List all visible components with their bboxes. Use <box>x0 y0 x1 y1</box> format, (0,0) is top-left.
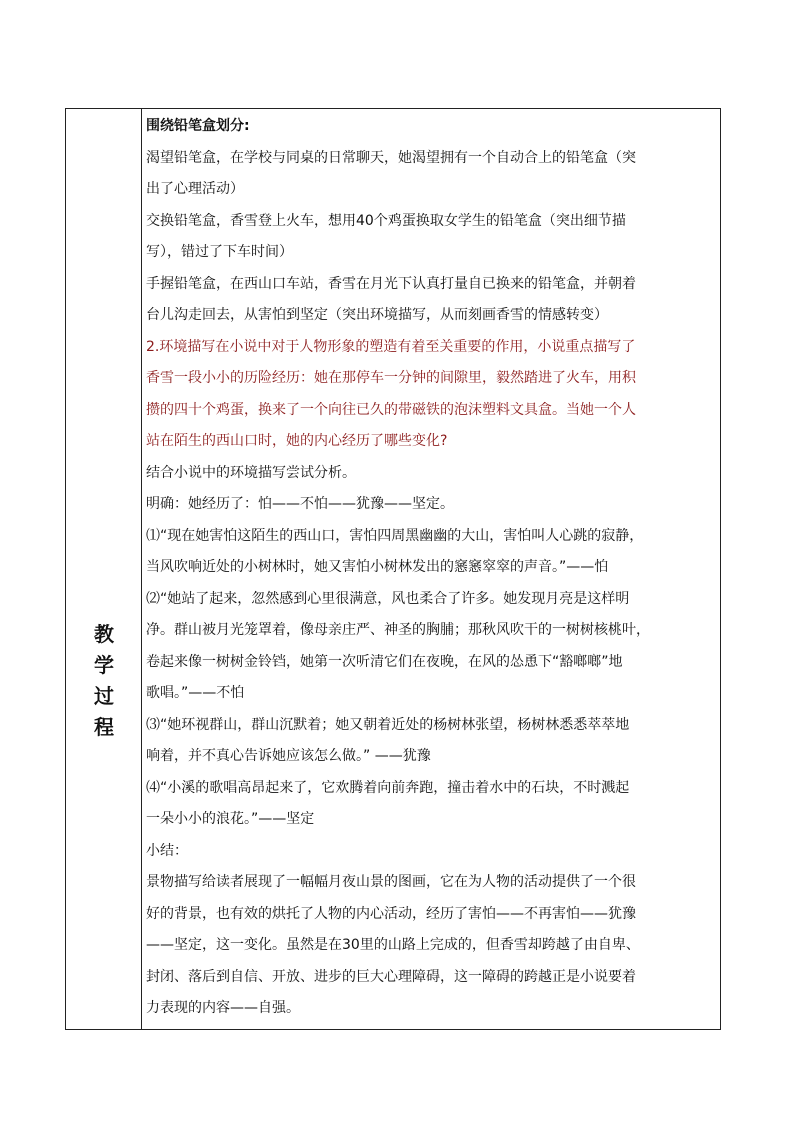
text-line: 一朵小小的浪花。”——坚定 <box>146 811 315 827</box>
text-line: 站在陌生的西山口时，她的内心经历了哪些变化? <box>146 433 448 449</box>
text-line: 手握铅笔盒，在西山口车站，香雪在月光下认真打量自已换来的铅笔盒，并朝着 <box>146 275 636 292</box>
section-label-char: 教 <box>94 622 114 646</box>
text-line: 交换铅笔盒，香雪登上火车，想用40个鸡蛋换取女学生的铅笔盒（突出细节描 <box>146 212 626 229</box>
text-line: 攒的四十个鸡蛋，换来了一个向往已久的带磁铁的泡沫塑料文具盒。当她一个人 <box>146 401 636 418</box>
lesson-content <box>146 111 714 1025</box>
text-line: 香雪一段小小的历险经历：她在那停车一分钟的间隙里，毅然踏进了火车，用积 <box>146 370 636 386</box>
text-line: 写），错过了下车时间） <box>146 244 293 260</box>
text-line: 结合小说中的环境描写尝试分析。 <box>146 464 356 481</box>
text-line: 净。群山被月光笼罩着，像母亲庄严、神圣的胸脯；那秋风吹干的一树树核桃叶， <box>146 622 650 638</box>
text-line: 力表现的内容——自强。 <box>146 1000 300 1016</box>
text-line: 小结： <box>146 842 188 859</box>
text-line: 好的背景，也有效的烘托了人物的内心活动，经历了害怕——不再害怕——犹豫 <box>146 905 636 922</box>
text-line: 景物描写给读者展现了一幅幅月夜山景的图画，它在为人物的活动提供了一个很 <box>146 874 636 890</box>
text-line: 卷起来像一树树金铃铛，她第一次听清它们在夜晚，在风的怂恿下“豁啷啷”地 <box>146 653 623 670</box>
text-line: 响着，并不真心告诉她应该怎么做。” ——犹豫 <box>146 748 431 764</box>
text-line: 明确：她经历了：怕——不怕——犹豫——坚定。 <box>146 496 454 512</box>
section-label-char: 过 <box>94 684 114 708</box>
text-line: ⑷“小溪的歌唱高昂起来了，它欢腾着向前奔跑，撞击着水中的石块，不时溅起 <box>146 779 630 796</box>
text-line: ⑴“现在她害怕这陌生的西山口，害怕四周黑幽幽的大山，害怕叫人心跳的寂静， <box>146 527 644 544</box>
text-line: ⑶“她环视群山，群山沉默着；她又朝着近处的杨树林张望，杨树林悉悉萃萃地 <box>146 716 630 733</box>
text-line: 出了心理活动） <box>146 181 244 197</box>
column-divider <box>141 109 142 1029</box>
section-label-char: 程 <box>94 715 114 739</box>
section-label-char: 学 <box>94 653 114 677</box>
lesson-table <box>65 108 721 1030</box>
text-line: ——坚定，这一变化。虽然是在30里的山路上完成的，但香雪却跨越了由自卑、 <box>146 937 640 953</box>
text-line: 封闭、落后到自信、开放、进步的巨大心理障碍，这一障碍的跨越正是小说要着 <box>146 968 636 985</box>
section-label <box>82 619 126 743</box>
text-line: ⑵“她站了起来，忽然感到心里很满意，风也柔合了许多。她发现月亮是这样明 <box>146 590 630 607</box>
text-line: 当风吹响近处的小树林时，她又害怕小树林发出的窸窸窣窣的声音。”——怕 <box>146 559 609 575</box>
text-line: 围绕铅笔盒划分: <box>146 118 250 134</box>
text-line: 2.环境描写在小说中对于人物形象的塑造有着至关重要的作用，小说重点描写了 <box>146 338 636 355</box>
text-line: 渴望铅笔盒，在学校与同桌的日常聊天，她渴望拥有一个自动合上的铅笔盒（突 <box>146 149 636 166</box>
text-line: 歌唱。”——不怕 <box>146 685 245 701</box>
text-line: 台儿沟走回去，从害怕到坚定（突出环境描写，从而刻画香雪的情感转变） <box>146 307 608 323</box>
